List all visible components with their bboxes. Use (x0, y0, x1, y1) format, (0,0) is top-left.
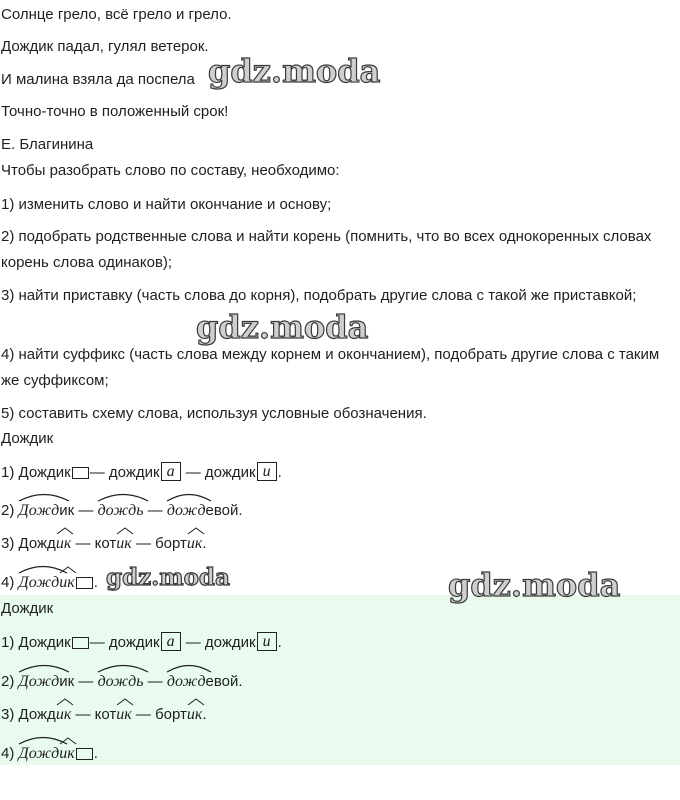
suffix-mark: ик (187, 705, 202, 725)
watermark-logo: gdz.moda (208, 52, 381, 90)
suffix-mark: ик (59, 744, 74, 764)
suffix-mark: ик (56, 705, 71, 725)
analysis-row-4: 4) Дожд ик . (1, 573, 98, 593)
poem-line-4: Точно-точно в положенный срок! (1, 103, 229, 120)
suffix-mark: ик (56, 534, 71, 554)
answer-title: Дождик (1, 600, 54, 617)
analysis-row-2: 2) Дождик — дождь — дождевой. (1, 501, 243, 521)
suffix-mark: ик (59, 573, 74, 593)
root-arc: дожд (167, 672, 206, 692)
root-arc: Дожд (19, 672, 60, 692)
suffix-mark: ик (187, 534, 202, 554)
root-arc: дождь (98, 672, 144, 692)
rule-step-2: 2) подобрать родственные слова и найти корень (помнить, что во всех однокоренных словах корень слова одинаков); (1, 228, 652, 271)
rule-step-5: 5) составить схему слова, используя условные обозначения. (1, 405, 427, 422)
analysis-row-1: 1) Дождик — дождик а — дождик и . (1, 463, 282, 481)
poem-line-3: И малина взяла да поспела (1, 71, 195, 88)
root-arc: Дожд (19, 501, 60, 521)
poem-author: Е. Благинина (1, 136, 94, 153)
suffix-mark: ик (116, 705, 131, 725)
watermark-logo: gdz.moda (448, 566, 621, 604)
root-arc: дожд (167, 501, 206, 521)
null-ending-box (72, 637, 89, 649)
ending-box: и (257, 462, 277, 481)
watermark-logo: gdz.moda (106, 564, 230, 591)
root-arc: Дожд (19, 573, 60, 593)
poem-line-1: Солнце грело, всё грело и грело. (1, 6, 232, 23)
null-ending-box (76, 577, 93, 589)
null-ending-box (76, 748, 93, 760)
root-arc: Дожд (19, 744, 60, 764)
root-arc: дождь (98, 501, 144, 521)
ending-box: а (161, 632, 181, 651)
rule-step-3: 3) найти приставку (часть слова до корня), подобрать другие слова с такой же приставкой; (1, 287, 637, 304)
poem-line-2: Дождик падал, гулял ветерок. (1, 38, 209, 55)
suffix-mark: ик (116, 534, 131, 554)
rule-step-1: 1) изменить слово и найти окончание и основу; (1, 196, 332, 213)
analysis-title: Дождик (1, 430, 54, 447)
ending-box: а (161, 462, 181, 481)
rules-intro: Чтобы разобрать слово по составу, необходимо: (1, 162, 340, 179)
null-ending-box (72, 467, 89, 479)
answer-row-1: 1) Дождик — дождик а — дождик и . (1, 633, 282, 651)
answer-row-4: 4) Дожд ик . (1, 744, 98, 764)
answer-row-2: 2) Дождик — дождь — дождевой. (1, 672, 243, 692)
ending-box: и (257, 632, 277, 651)
rule-step-4: 4) найти суффикс (часть слова между корнем и окончанием), подобрать другие слова с таким же суффиксом; (1, 346, 660, 389)
analysis-row-3: 3) Дожд ик — кот ик — борт ик. (1, 534, 207, 554)
watermark-logo: gdz.moda (196, 308, 369, 346)
answer-row-3: 3) Дожд ик — кот ик — борт ик. (1, 705, 207, 725)
